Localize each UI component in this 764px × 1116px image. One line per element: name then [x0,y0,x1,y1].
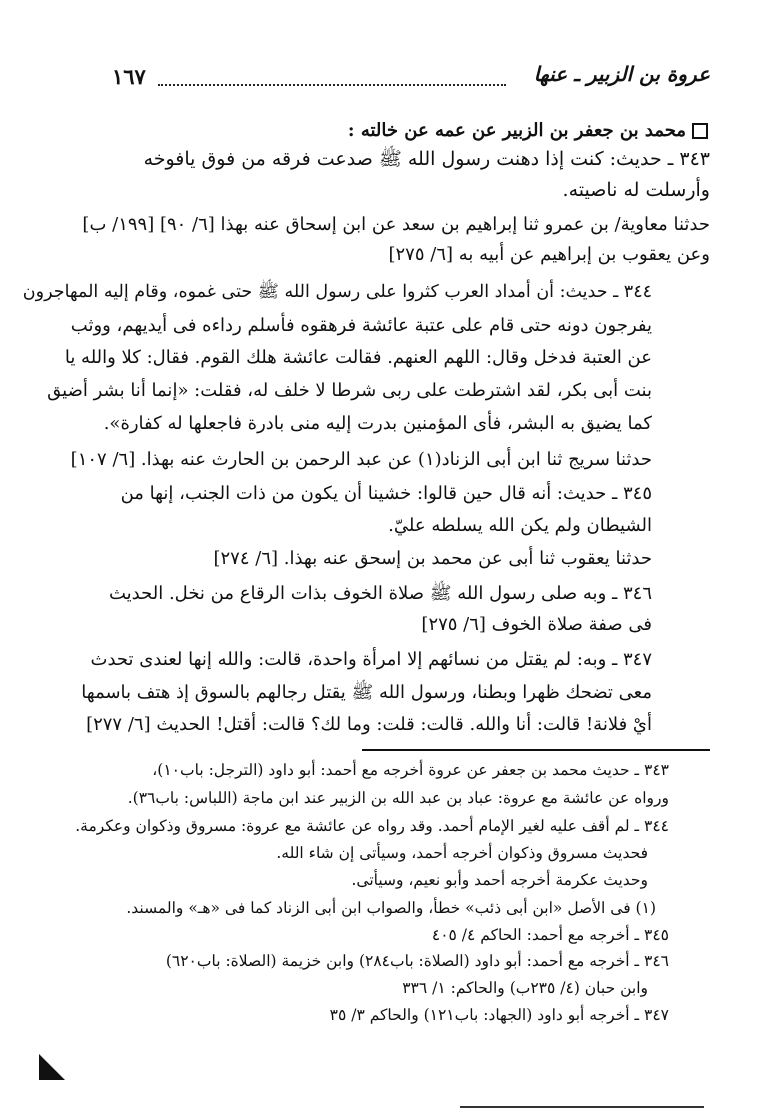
section-heading-text: محمد بن جعفر بن الزبير عن عمه عن خالته : [347,120,686,141]
hadith-343-line-1: ٣٤٣ ـ حديث: كنت إذا دهنت رسول الله ﷺ صدعت فرقه من فوق يافوخه [143,148,710,170]
hadith-344-chain: حدثنا سريج ثنا ابن أبى الزناد(١) عن عبد الرحمن بن الحارث عنه بهذا. [٦/ ١٠٧] [70,449,652,470]
footnote-346-line-2: وابن حبان (٤/ ٢٣٥ب) والحاكم: ١/ ٣٣٦ [402,979,648,997]
hadith-343-chain-line-1: حدثنا معاوية/ بن عمرو ثنا إبراهيم بن سعد عن ابن إسحاق عنه بهذا [٦/ ٩٠] [١٩٩/ ب] [82,214,710,235]
footnote-344-line-2: فحديث مسروق وذكوان أخرجه أحمد، وسيأتى إن شاء الله. [276,844,648,862]
footnote-346-line-1: ٣٤٦ ـ أخرجه مع أحمد: أبو داود (الصلاة: باب٢٨٤) وابن خزيمة (الصلاة: باب٦٢٠) [165,952,669,970]
hadith-344-line-5: كما يضيق به البشر، فأى المؤمنين بدرت إليه منى بادرة فاجعلها له كفارة». [103,413,652,434]
bottom-edge-line [460,1106,704,1108]
footnote-347: ٣٤٧ ـ أخرجه أبو داود (الجهاد: باب١٢١) والحاكم ٣/ ٣٥ [329,1006,669,1024]
footnote-344-line-1: ٣٤٤ ـ لم أقف عليه لغير الإمام أحمد. وقد رواه عن عائشة مع عروة: مسروق وذكوان وعكرمة. [75,817,669,835]
hadith-343-line-2: وأرسلت له ناصيته. [562,179,710,201]
footnote-345: ٣٤٥ ـ أخرجه مع أحمد: الحاكم ٤/ ٤٠٥ [431,926,669,944]
footnote-343-line-2: ورواه عن عائشة مع عروة: عباد بن عبد الله بن الزبير عند ابن ماجة (اللباس: باب٣٦). [127,789,669,807]
hadith-347-line-2: معى تضحك ظهرا وبطنا، ورسول الله ﷺ يقتل رجالهم بالسوق إذ هتف باسمها [81,682,652,703]
header-dotted-leader [158,84,506,86]
hadith-347-line-1: ٣٤٧ ـ وبه: لم يقتل من نسائهم إلا امرأة واحدة، قالت: والله إنها لعندى تحدث [90,649,652,670]
footnote-343-line-1: ٣٤٣ ـ حديث محمد بن جعفر عن عروة أخرجه مع أحمد: أبو داود (الترجل: باب١٠)، [152,761,669,779]
hadith-347-line-3: أيْ فلانة! قالت: أنا والله. قالت: قلت: وما لك؟ قالت: أقتل! الحديث [٦/ ٢٧٧] [86,714,652,735]
hadith-345-line-1: ٣٤٥ ـ حديث: أنه قال حين قالوا: خشينا أن يكون من ذات الجنب، إنها من [120,483,652,504]
hadith-343-chain-line-2: وعن يعقوب بن إبراهيم عن أبيه به [٦/ ٢٧٥] [388,244,710,265]
hadith-344-line-2: يفرجون دونه حتى قام على عتبة عائشة فرهقوه فأسلم رداءه فى أيديهم، ووثب [70,315,652,336]
footnote-divider [362,749,710,751]
hadith-344-line-1: ٣٤٤ ـ حديث: أن أمداد العرب كثروا على رسول الله ﷺ حتى غموه، وقام إليه المهاجرون [22,282,652,302]
hadith-344-line-3: عن العتبة فدخل وقال: اللهم العنهم. فقالت عائشة هلك القوم. فقال: كلا والله يا [64,347,652,368]
corner-triangle-icon [37,1052,67,1082]
section-heading [348,120,708,142]
hadith-346-line-2: فى صفة صلاة الخوف [٦/ ٢٧٥] [421,614,652,635]
footnote-1: (١) فى الأصل «ابن أبى ذئب» خطأ، والصواب ابن أبى الزناد كما فى «هـ» والمسند. [126,899,656,917]
hadith-344-line-4: بنت أبى بكر، لقد اشترطت على ربى شرطا لا خلف له، فقلت: «إنما أنا بشر أضيق [47,380,652,401]
hadith-346-line-1: ٣٤٦ ـ وبه صلى رسول الله ﷺ صلاة الخوف بذات الرقاع من نخل. الحديث [109,583,652,604]
square-bullet-icon [692,123,708,139]
hadith-345-line-2: الشيطان ولم يكن الله يسلطه عليّ. [388,515,652,536]
running-header-title: عروة بن الزبير ـ عنها [533,62,710,86]
footnote-344-line-3: وحديث عكرمة أخرجه أحمد وأبو نعيم، وسيأتى. [351,871,648,889]
page-number: ١٦٧ [112,64,146,89]
hadith-345-chain: حدثنا يعقوب ثنا أبى عن محمد بن إسحق عنه بهذا. [٦/ ٢٧٤] [213,548,652,569]
